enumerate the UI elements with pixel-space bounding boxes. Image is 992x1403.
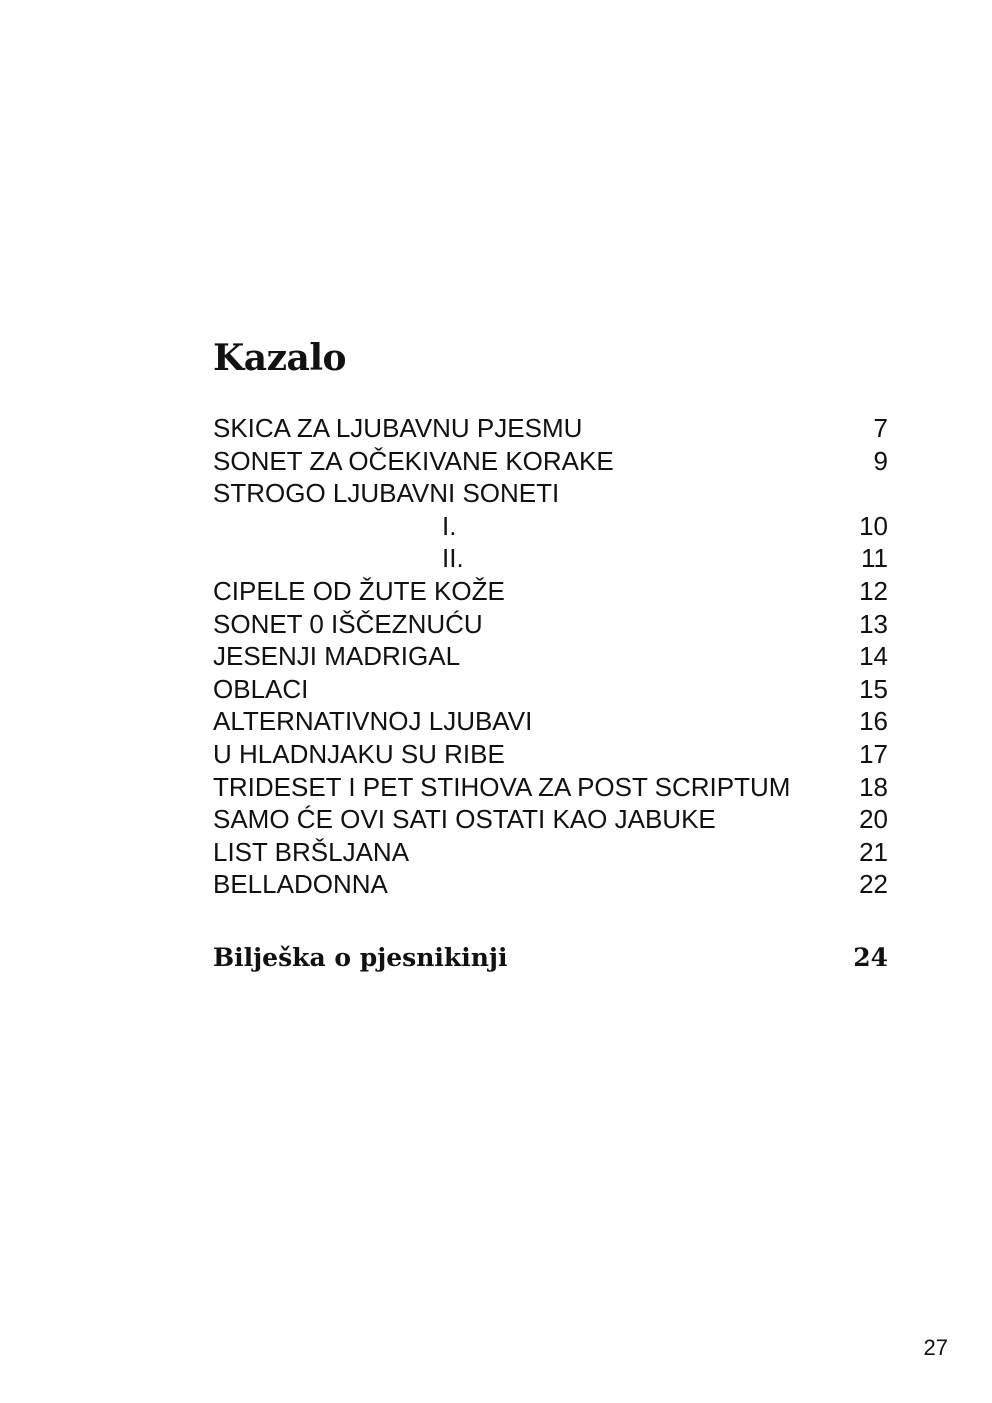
toc-entry-title: SAMO ĆE OVI SATI OSTATI KAO JABUKE [213, 804, 716, 835]
table-of-contents [213, 412, 888, 901]
toc-entry-page: 13 [859, 608, 888, 639]
toc-entry-title: LIST BRŠLJANA [213, 836, 410, 867]
toc-entry [213, 477, 888, 510]
toc-entry [213, 640, 888, 673]
toc-entry-title: STROGO LJUBAVNI SONETI [213, 478, 560, 509]
page-title: Kazalo [213, 337, 347, 379]
toc-entry [213, 445, 888, 478]
toc-entry-page: 17 [859, 738, 888, 769]
toc-entry [213, 836, 888, 869]
toc-entry-page: 10 [859, 510, 888, 541]
toc-entry-title: TRIDESET I PET STIHOVA ZA POST SCRIPTUM [213, 771, 791, 802]
toc-entry-title: BELLADONNA [213, 869, 388, 900]
toc-entry [213, 868, 888, 901]
toc-entry [213, 803, 888, 836]
toc-entry-title: SONET ZA OČEKIVANE KORAKE [213, 445, 614, 476]
toc-entry-page: 15 [859, 673, 888, 704]
toc-entry-title: JESENJI MADRIGAL [213, 641, 461, 672]
toc-entry-page: 7 [873, 413, 888, 443]
toc-entry [213, 673, 888, 706]
toc-entry [213, 542, 888, 575]
toc-entry-title: II. [442, 543, 464, 574]
toc-entry-title: CIPELE OD ŽUTE KOŽE [213, 575, 505, 606]
toc-note-entry [213, 938, 888, 978]
toc-entry-title: OBLACI [213, 673, 309, 704]
page-number: 27 [923, 1335, 948, 1360]
toc-entry [213, 738, 888, 771]
toc-entry-title: U HLADNJAKU SU RIBE [213, 738, 505, 769]
toc-entry-page: 21 [859, 836, 888, 867]
toc-entry-page: 14 [859, 641, 888, 672]
toc-entry-page: 20 [859, 804, 888, 835]
toc-entry [213, 510, 888, 543]
toc-entry [213, 771, 888, 804]
toc-entry [213, 575, 888, 608]
toc-entry-page: 16 [859, 706, 888, 737]
toc-entry-page: 22 [859, 869, 888, 900]
toc-entry-page: 18 [859, 771, 888, 802]
toc-note-title: Bilješka o pjesnikinji [213, 943, 508, 972]
toc-entry-title: SONET 0 IŠČEZNUĆU [213, 608, 483, 639]
toc-entry [213, 705, 888, 738]
toc-entry-title: ALTERNATIVNOJ LJUBAVI [213, 706, 533, 737]
toc-entry [213, 608, 888, 641]
toc-entry [213, 412, 888, 445]
toc-entry-page: 9 [873, 445, 888, 476]
toc-entry-title: I. [442, 510, 457, 541]
toc-entry-page: 11 [861, 543, 888, 574]
toc-entry-page: 12 [859, 575, 888, 606]
toc-entry-title: SKICA ZA LJUBAVNU PJESMU [213, 413, 583, 443]
toc-note-page: 24 [853, 943, 888, 972]
